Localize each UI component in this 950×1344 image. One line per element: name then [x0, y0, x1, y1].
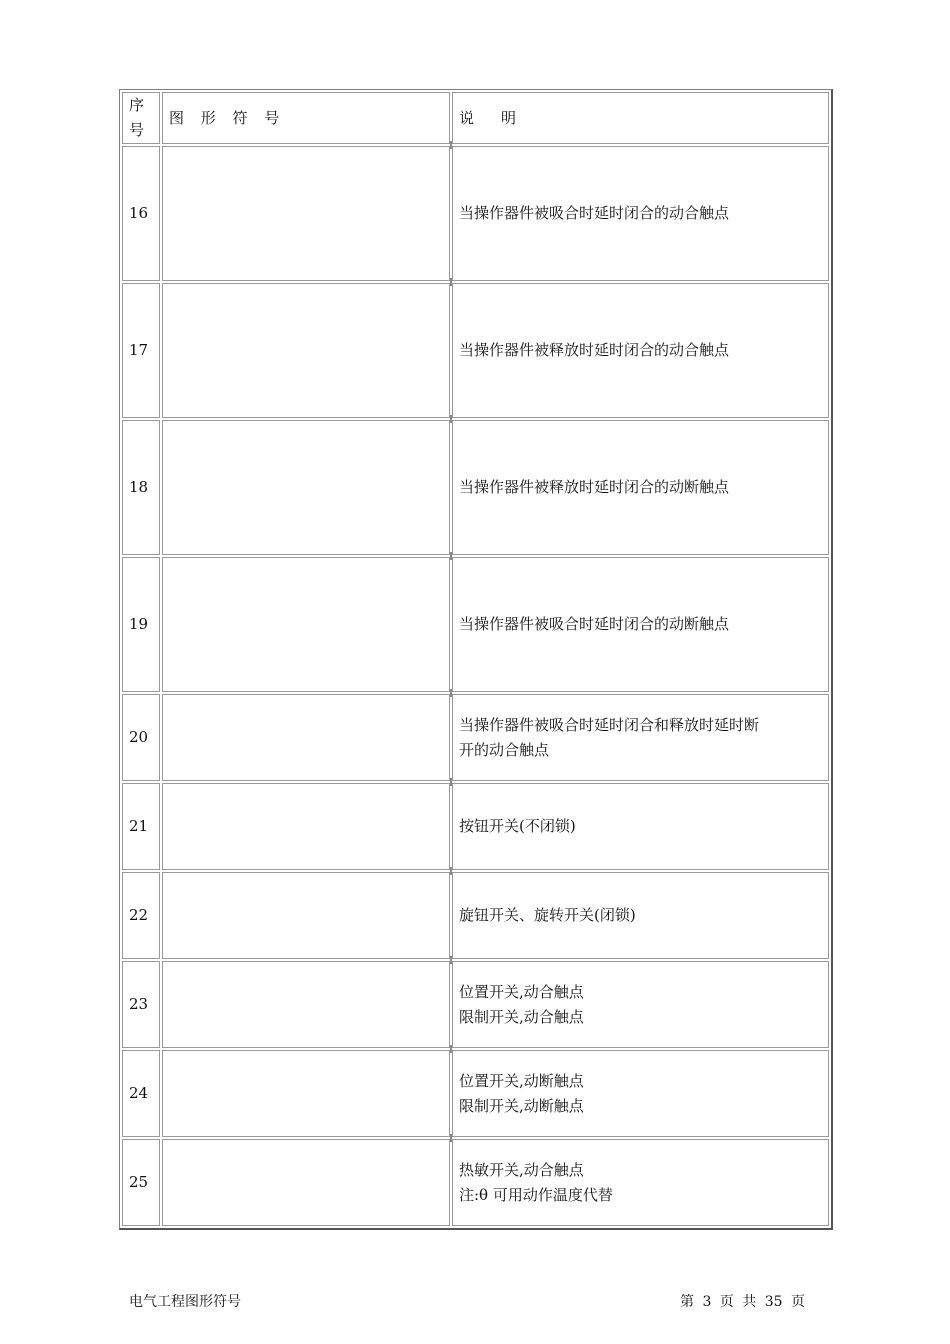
row-symbol: [162, 872, 450, 959]
row-desc: [452, 872, 829, 959]
footer-page-number: 第 3 页 共 35 页: [680, 1294, 805, 1310]
cell-tick: [450, 867, 452, 875]
desc-line: 当操作器件被释放时延时闭合的动断触点: [459, 478, 730, 496]
row-no: 21: [122, 783, 160, 870]
row-symbol: [162, 420, 450, 555]
desc-line: 热敏开关,动合触点: [459, 1160, 584, 1179]
cell-tick: [450, 141, 452, 149]
row-no: 18: [122, 420, 160, 555]
cell-tick: [450, 778, 452, 786]
desc-line: 当操作器件被释放时延时闭合的动合触点: [459, 341, 730, 359]
cell-tick: [450, 278, 452, 286]
desc-line: 当操作器件被吸合时延时闭合和释放时延时断: [459, 715, 760, 734]
table-row: [122, 872, 829, 959]
row-no: 24: [122, 1050, 160, 1137]
table-row: [122, 1050, 829, 1137]
table-row: [122, 783, 829, 870]
header-desc: [452, 92, 829, 144]
row-symbol: [162, 283, 450, 418]
row-desc: [452, 146, 829, 281]
desc-line: 开的动合触点: [459, 740, 550, 759]
row-desc: [452, 694, 829, 781]
cell-tick: [450, 1134, 452, 1142]
header-desc-label: 说 明: [459, 108, 523, 127]
row-desc: [452, 420, 829, 555]
table-row: [122, 420, 829, 555]
desc-line: 位置开关,动合触点: [459, 982, 584, 1001]
table-row: [122, 557, 829, 692]
table-row: [122, 694, 829, 781]
row-no: 25: [122, 1139, 160, 1226]
desc-line: 注:θ 可用动作温度代替: [459, 1185, 613, 1204]
row-symbol: [162, 694, 450, 781]
row-no: 22: [122, 872, 160, 959]
row-symbol: [162, 1139, 450, 1226]
table-row: [122, 146, 829, 281]
row-no: 17: [122, 283, 160, 418]
table-row: [122, 1139, 829, 1226]
row-desc: [452, 1139, 829, 1226]
row-symbol: [162, 961, 450, 1048]
row-desc: [452, 1050, 829, 1137]
row-symbol: [162, 783, 450, 870]
symbol-table: [119, 89, 833, 1230]
cell-tick: [450, 956, 452, 964]
desc-line: 当操作器件被吸合时延时闭合的动合触点: [459, 204, 730, 222]
desc-line: 旋钮开关、旋转开关(闭锁): [459, 906, 636, 924]
desc-line: 当操作器件被吸合时延时闭合的动断触点: [459, 615, 730, 633]
desc-line: 限制开关,动合触点: [459, 1007, 584, 1026]
footer-doc-title: 电气工程图形符号: [129, 1294, 241, 1310]
table-row: [122, 961, 829, 1048]
row-no: 16: [122, 146, 160, 281]
table-header-row: [122, 92, 829, 144]
cell-tick: [450, 1045, 452, 1053]
row-no: 19: [122, 557, 160, 692]
header-no: 序号: [122, 92, 160, 144]
cell-tick: [450, 415, 452, 423]
desc-line: 位置开关,动断触点: [459, 1071, 584, 1090]
cell-tick: [450, 552, 452, 560]
row-no: 23: [122, 961, 160, 1048]
table-row: [122, 283, 829, 418]
cell-tick: [450, 689, 452, 697]
header-symbol: 图 形 符 号: [162, 92, 450, 144]
row-symbol: [162, 557, 450, 692]
row-symbol: [162, 1050, 450, 1137]
row-desc: [452, 557, 829, 692]
row-symbol: [162, 146, 450, 281]
row-no: 20: [122, 694, 160, 781]
row-desc: [452, 961, 829, 1048]
row-desc: [452, 783, 829, 870]
row-desc: [452, 283, 829, 418]
desc-line: 限制开关,动断触点: [459, 1096, 584, 1115]
desc-line: 按钮开关(不闭锁): [459, 817, 576, 835]
